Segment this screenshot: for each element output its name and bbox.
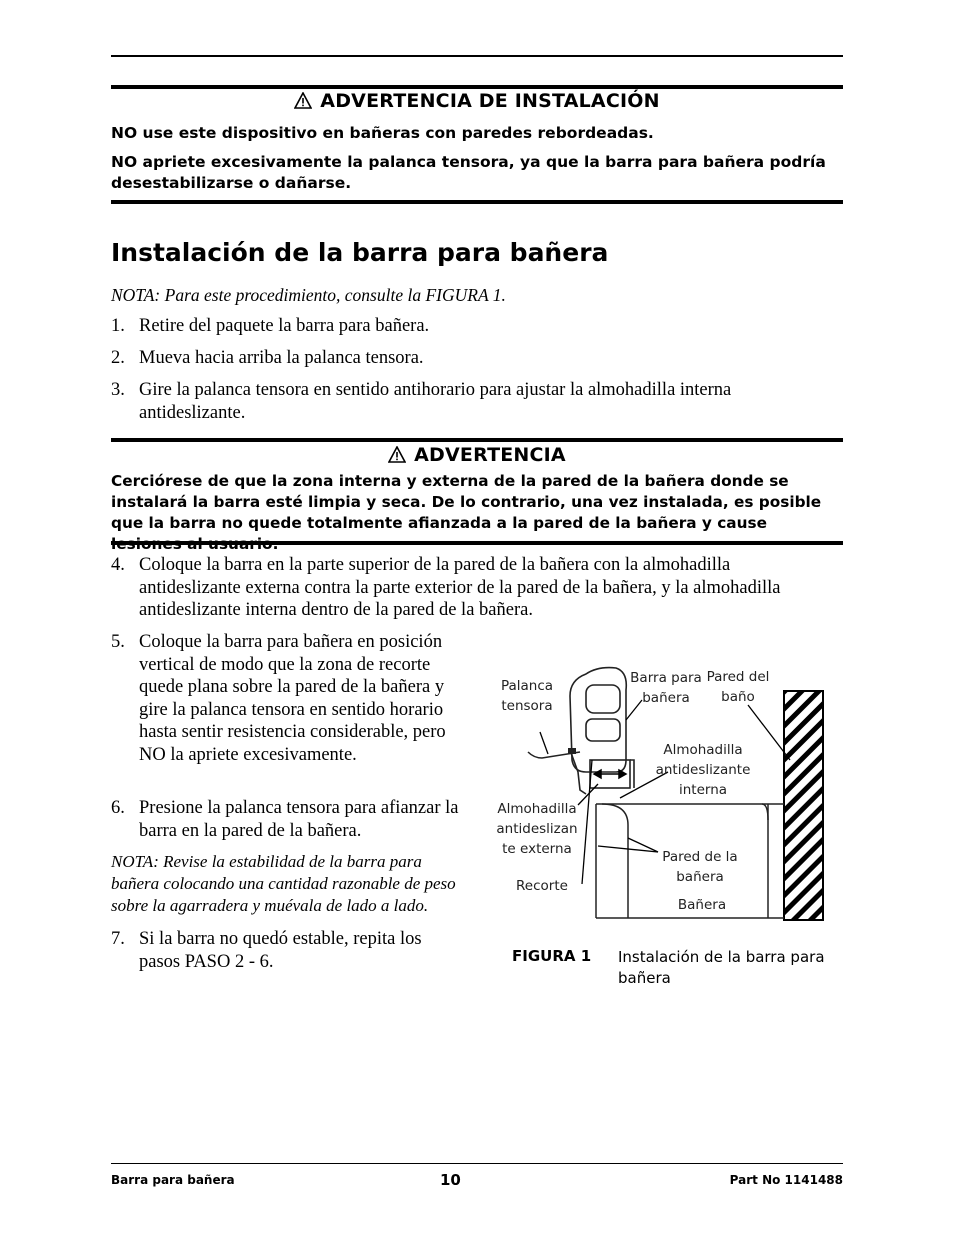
page-title: Instalación de la barra para bañera: [111, 238, 609, 267]
figure-caption-label: FIGURA 1: [512, 947, 592, 965]
label-barra: Barra para bañera: [630, 670, 702, 706]
warning-general-title: [111, 444, 843, 468]
footer-left: Barra para bañera: [111, 1173, 235, 1187]
label-almohadilla-externa: Almohadilla antideslizan te externa: [496, 801, 578, 857]
figure-caption-text: Instalación de la barra para bañera: [618, 948, 825, 987]
warning2-top-rule: [111, 438, 843, 442]
step-3: [111, 379, 843, 424]
note-stability: NOTA: Revise la estabilidad de la barra para bañera colocando una cantidad razonable de peso sobre la agarradera y muévala de lado a lado.: [111, 852, 456, 915]
warning-install-line2: NO apriete excesivamente la palanca tensora, ya que la barra para bañera podría desestabilizarse o dañarse.: [111, 153, 826, 192]
step-6: [111, 797, 463, 842]
warning-install-title-text: ADVERTENCIA DE INSTALACIÓN: [320, 90, 660, 112]
label-almohadilla-interna: Almohadilla antideslizante interna: [655, 742, 751, 798]
warning-top-rule: [111, 85, 843, 89]
footer-right: Part No 1141488: [729, 1173, 843, 1187]
step-number: 1.: [111, 316, 125, 336]
step-number: 2.: [111, 348, 125, 368]
warning-general-title-text: ADVERTENCIA: [414, 444, 566, 466]
step-text: Gire la palanca tensora en sentido antihorario para ajustar la almohadilla interna antideslizante.: [139, 380, 732, 423]
step-text: Coloque la barra en la parte superior de la pared de la bañera con la almohadilla antideslizante externa contra la parte exterior de la pared de la bañera, y la almohadilla antideslizante interna dentro de la pared de la bañera.: [139, 555, 781, 620]
step-number: 4.: [111, 555, 125, 575]
step-text: Si la barra no quedó estable, repita los pasos PASO 2 - 6.: [139, 929, 422, 972]
label-pared-banera: Pared de la bañera: [662, 849, 738, 885]
top-rule: [111, 55, 843, 57]
page-number: 10: [440, 1171, 461, 1189]
step-5: [111, 631, 463, 766]
label-palanca: Palanca tensora: [500, 678, 554, 714]
note-figure-ref: NOTA: Para este procedimiento, consulte la FIGURA 1.: [111, 285, 506, 305]
step-4: [111, 554, 843, 622]
step-text: Mueva hacia arriba la palanca tensora.: [139, 348, 424, 368]
warning-install-title: [111, 90, 843, 114]
warning-triangle-icon: [294, 92, 312, 114]
step-text: Coloque la barra para bañera en posición vertical de modo que la zona de recorte quede plana sobre la pared de la bañera y gire la palanca tensora en sentido horario hasta sentir resistencia considerable, pero NO la apriete excesivamente.: [139, 632, 446, 765]
footer-rule: [111, 1163, 843, 1164]
label-recorte: Recorte: [516, 878, 568, 894]
step-text: Retire del paquete la barra para bañera.: [139, 316, 430, 336]
label-banera: Bañera: [677, 897, 727, 913]
step-number: 6.: [111, 798, 125, 818]
warning-bottom-rule: [111, 200, 843, 204]
warning2-bottom-rule: [111, 541, 843, 545]
label-pared-bano: Pared del baño: [706, 669, 770, 705]
step-number: 7.: [111, 929, 125, 949]
warning-install-line1: NO use este dispositivo en bañeras con paredes rebordeadas.: [111, 124, 654, 142]
step-number: 5.: [111, 632, 125, 652]
step-7: [111, 928, 463, 973]
warning-triangle-icon: [388, 446, 406, 468]
bathroom-wall: [784, 691, 823, 920]
warning-general-text: Cerciórese de que la zona interna y externa de la pared de la bañera donde se instalará la barra esté limpia y seca. De lo contrario, una vez instalada, es posible que la barra no quede totalmente afianzada a la pared de la bañera y cause: [111, 472, 822, 532]
step-number: 3.: [111, 380, 125, 400]
step-text: Presione la palanca tensora para afianzar la barra en la pared de la bañera.: [139, 798, 459, 841]
step-2: [111, 347, 843, 370]
step-1: [111, 315, 843, 338]
